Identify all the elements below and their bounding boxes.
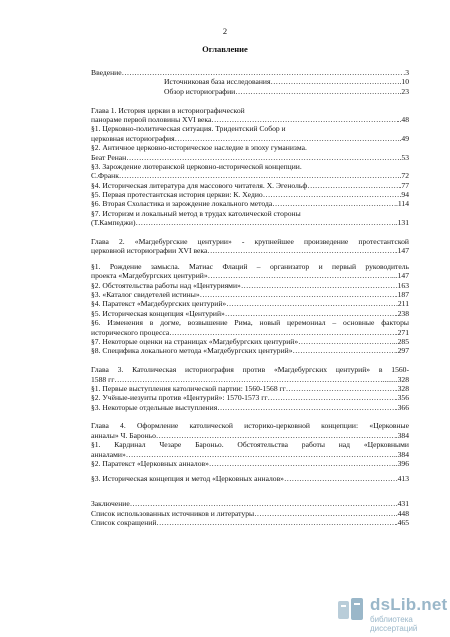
toc-entry-sources[interactable]: Источниковая база исследования ………………………………………………………………………………………………………………………………………………………………………………… .10 xyxy=(91,77,409,86)
toc-entry[interactable]: §3. Зарождение лютеранской церковно-исторической концепции. xyxy=(91,161,302,171)
table-of-contents xyxy=(91,68,409,527)
toc-entry[interactable]: §5. Первая протестантская история церкви: К. Хедио ………………………………………………………………………………………………………………………………………………………………………………… .94 xyxy=(91,190,409,199)
toc-entry[interactable]: §2. Учёные-иезуиты против «Центурий»: 1570-1573 гг ………………………………………………………………………………………………………………………………………………………………………………… .356 xyxy=(91,393,409,402)
toc-entry[interactable]: §4. Паратекст «Магдебургских центурий» ………………………………………………………………………………………………………………………………………………………………………………… .211 xyxy=(91,299,409,308)
toc-entry[interactable]: §1. Первые выступления католической партии: 1560-1568 гг ………………………………………………………………………………………………………………………………………………………………………………… .328 xyxy=(91,384,409,393)
toc-chapter-1-title[interactable]: Глава 1. История церкви в историографической xyxy=(91,105,245,115)
toc-entry[interactable]: 1588 гг ………………………………………………………………………………………………………………………………………………………………………………… ........328 xyxy=(91,375,409,384)
dslib-watermark xyxy=(336,595,448,633)
dslib-logo-icon xyxy=(336,595,366,625)
toc-entry[interactable]: §3. Историческая концепция и метод «Церковных анналов» ………………………………………………………………………………………………………………………………………………………………………………… .413 xyxy=(91,474,409,483)
toc-entry[interactable]: анналами» ………………………………………………………………………………………………………………………………………………………………………………… ..384 xyxy=(91,450,409,459)
watermark-site: dsLib.net xyxy=(370,595,448,614)
toc-entry[interactable]: §1. Рождение замысла. Матиас Флаций – организатор и первый руководитель xyxy=(91,261,409,271)
toc-entry-historiography[interactable]: Обзор историографии ………………………………………………………………………………………………………………………………………………………………………………… .23 xyxy=(91,87,409,96)
toc-chapter-3-title[interactable]: Глава 3. Католическая историография против «Магдебургских центурий» в 1560- xyxy=(91,365,409,375)
toc-entry[interactable]: §5. Историческая концепция «Центурий» ………………………………………………………………………………………………………………………………………………………………………………… .238 xyxy=(91,309,409,318)
toc-entry[interactable]: §1. Кардинал Чезаре Бароньо. Обстоятельства работы над «Церковными xyxy=(91,440,409,450)
toc-entry[interactable]: §2. Обстоятельства работы над «Центуриями» ………………………………………………………………………………………………………………………………………………………………………………… .163 xyxy=(91,281,409,290)
toc-entry[interactable]: §7. Некоторые оценки на страницах «Магдебургских центурий» ………………………………………………………………………………………………………………………………………………………………………………… ...285 xyxy=(91,337,409,346)
toc-entry[interactable]: §6. Изменения в догме, возвышение Рима, новый церемониал – основные факторы xyxy=(91,318,409,328)
toc-entry[interactable]: §3. Некоторые отдельные выступления ………………………………………………………………………………………………………………………………………………………………………………… .366 xyxy=(91,403,409,412)
toc-entry-intro[interactable]: Введение ………………………………………………………………………………………………………………………………………………………………………………… .3 xyxy=(91,68,409,77)
page-number: 2 xyxy=(222,26,228,36)
toc-title: Оглавление xyxy=(202,44,248,54)
toc-entry[interactable]: §7. Историзм и локальный метод в трудах католической стороны xyxy=(91,208,301,218)
toc-entry[interactable]: §6. Вторая Схоластика и зарождение локального метода ………………………………………………………………………………………………………………………………………………………………………………… ..114 xyxy=(91,199,409,208)
toc-entry-abbreviations[interactable]: Список сокращений ………………………………………………………………………………………………………………………………………………………………………………… .465 xyxy=(91,518,409,527)
toc-entry[interactable]: (Т.Кампеджи) ………………………………………………………………………………………………………………………………………………………………………………… ..131 xyxy=(91,218,409,227)
toc-entry[interactable]: §4. Историческая литература для массового читателя. Х. Эгенольф ………………………………………………………………………………………………………………………………………………………………………………… .77 xyxy=(91,181,409,190)
toc-entry[interactable]: анналы» Ч. Бароньо ………………………………………………………………………………………………………………………………………………………………………………… .384 xyxy=(91,431,409,440)
toc-entry[interactable]: §3. «Каталог свидетелей истины» ………………………………………………………………………………………………………………………………………………………………………………… .187 xyxy=(91,290,409,299)
toc-entry[interactable]: панораме первой половины XVI века ………………………………………………………………………………………………………………………………………………………………………………… ..48 xyxy=(91,115,409,124)
toc-entry[interactable]: §2. Античное церковно-историческое наследие в эпоху гуманизма. xyxy=(91,143,307,153)
toc-entry-conclusion[interactable]: Заключение ………………………………………………………………………………………………………………………………………………………………………………… .431 xyxy=(91,499,409,508)
toc-entry[interactable]: церковной историографии XVI века ………………………………………………………………………………………………………………………………………………………………………………… .147 xyxy=(91,246,409,255)
toc-entry[interactable]: Беат Ренан ………………………………………………………………………………………………………………………………………………………………………………… ..53 xyxy=(91,153,409,162)
toc-entry-bibliography[interactable]: Список использованных источников и литературы ………………………………………………………………………………………………………………………………………………………………………………… .448 xyxy=(91,509,409,518)
toc-entry[interactable]: §8. Специфика локального метода «Магдебургских центурий» ………………………………………………………………………………………………………………………………………………………………………………… .297 xyxy=(91,346,409,355)
toc-entry[interactable]: §2. Паратекст «Церковных анналов» ………………………………………………………………………………………………………………………………………………………………………………… ...396 xyxy=(91,459,409,468)
toc-entry[interactable]: церковная историография ………………………………………………………………………………………………………………………………………………………………………………… .49 xyxy=(91,134,409,143)
watermark-subtitle: библиотека диссертаций xyxy=(370,615,418,633)
toc-entry[interactable]: С.Франк ………………………………………………………………………………………………………………………………………………………………………………… .72 xyxy=(91,171,409,180)
toc-entry[interactable]: исторического процесса ………………………………………………………………………………………………………………………………………………………………………………… .271 xyxy=(91,328,409,337)
toc-chapter-2-title[interactable]: Глава 2. «Магдебургские центурии» - крупнейшее произведение протестантской xyxy=(91,237,409,247)
toc-entry[interactable]: проекта «Магдебургских центурий» ………………………………………………………………………………………………………………………………………………………………………………… ....147 xyxy=(91,271,409,280)
toc-entry[interactable]: §1. Церковно-политическая ситуация. Тридентский Собор и xyxy=(91,124,286,134)
toc-chapter-4-title[interactable]: Глава 4. Оформление католической историко-церковной концепции: «Церковные xyxy=(91,421,409,431)
